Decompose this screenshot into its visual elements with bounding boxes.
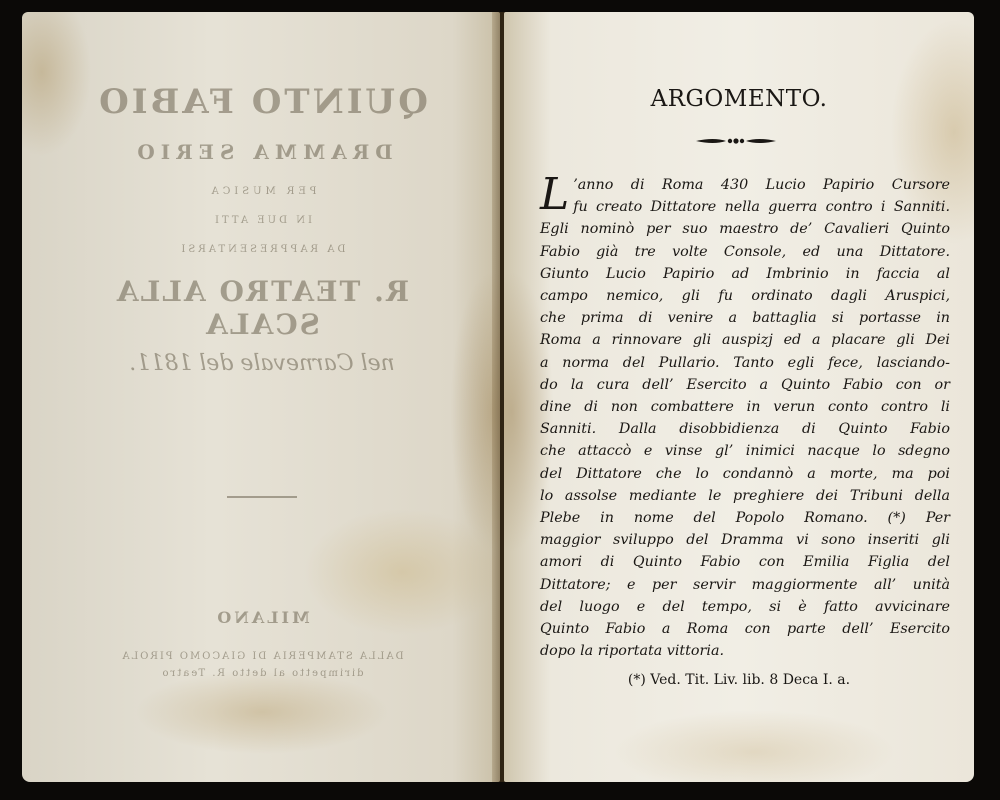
left-page bbox=[22, 12, 500, 782]
bleed-printer: DALLA STAMPERIA DI GIACOMO PIROLA bbox=[120, 651, 404, 662]
text-line: fu creato Dittatore nella guerra contro i Sanniti. bbox=[573, 199, 950, 216]
text-line: do la cura dell’ Esercito a Quinto Fabio con or bbox=[540, 376, 950, 393]
text-line: a norma del Pullario. Tanto egli fece, lasciando- bbox=[540, 354, 950, 371]
bleed-title: QUINTO FABIO bbox=[96, 82, 428, 122]
text-line: Quinto Fabio a Roma con parte dell’ Esercito bbox=[540, 621, 950, 638]
text-line: Giunto Lucio Papirio ad Imbrinio in faccia al bbox=[540, 265, 950, 282]
text-line: dine di non combattere in verun conto contro li bbox=[540, 399, 950, 416]
text-line: Fabio già tre volte Console, ed una Dittatore. bbox=[540, 243, 950, 260]
text-line: che attaccò e vinse gl’ inimici nacque lo sdegno bbox=[540, 443, 950, 460]
page-title: ARGOMENTO. bbox=[650, 86, 828, 112]
text-line: che prima di venire a battaglia si portasse in bbox=[540, 310, 950, 327]
text-line: lo assolse mediante le preghiere dei Tribuni della bbox=[540, 487, 950, 504]
text-line: maggior sviluppo del Dramma vi sono inseriti gli bbox=[540, 532, 950, 549]
bleed-city: MILANO bbox=[214, 608, 310, 627]
text-line: del luogo e del tempo, si è fatto avvicinare bbox=[540, 598, 950, 615]
bleed-season: nel Carnevale del 1811. bbox=[129, 351, 395, 376]
text-line: Sanniti. Dalla disobbidienza di Quinto Fabio bbox=[540, 421, 950, 438]
argument-text bbox=[540, 169, 950, 662]
right-page bbox=[504, 12, 974, 782]
drop-cap: L bbox=[540, 169, 570, 220]
bleed-line: DA RAPPRESENTARSI bbox=[178, 244, 346, 255]
text-line: Plebe in nome del Popolo Romano. (*) Per bbox=[540, 510, 950, 527]
bleed-through-text bbox=[62, 82, 462, 679]
text-line: dopo la riportata vittoria. bbox=[540, 643, 725, 660]
open-book bbox=[22, 12, 977, 787]
ornament-divider-icon bbox=[694, 135, 778, 147]
text-line: Egli nominò per suo maestro de’ Cavalieri Quinto bbox=[540, 221, 950, 238]
text-line: Roma a rinnovare gli auspizj ed a placare gli Dei bbox=[540, 332, 950, 349]
bleed-printer-2: dirimpetto al detto R. Teatro bbox=[160, 668, 364, 679]
text-line: Dittatore; e per servir maggiormente all’ unità bbox=[540, 576, 950, 593]
bleed-subtitle: DRAMMA SERIO bbox=[131, 140, 393, 164]
text-line: amori di Quinto Fabio con Emilia Figlia del bbox=[540, 554, 950, 571]
bleed-line: PER MUSICA bbox=[207, 186, 317, 197]
text-line: ’anno di Roma 430 Lucio Papirio Cursore bbox=[573, 177, 950, 193]
text-line: campo nemico, gli fu ordinato dagli Aruspici, bbox=[540, 288, 950, 305]
bleed-theatre: R. TEATRO ALLA SCALA bbox=[114, 275, 410, 341]
footnote: (*) Ved. Tit. Liv. lib. 8 Deca I. a. bbox=[627, 672, 851, 688]
text-line: del Dittatore che lo condannò a morte, ma poi bbox=[540, 465, 950, 482]
bleed-rule bbox=[227, 496, 297, 498]
bleed-line: IN DUE ATTI bbox=[212, 215, 312, 226]
